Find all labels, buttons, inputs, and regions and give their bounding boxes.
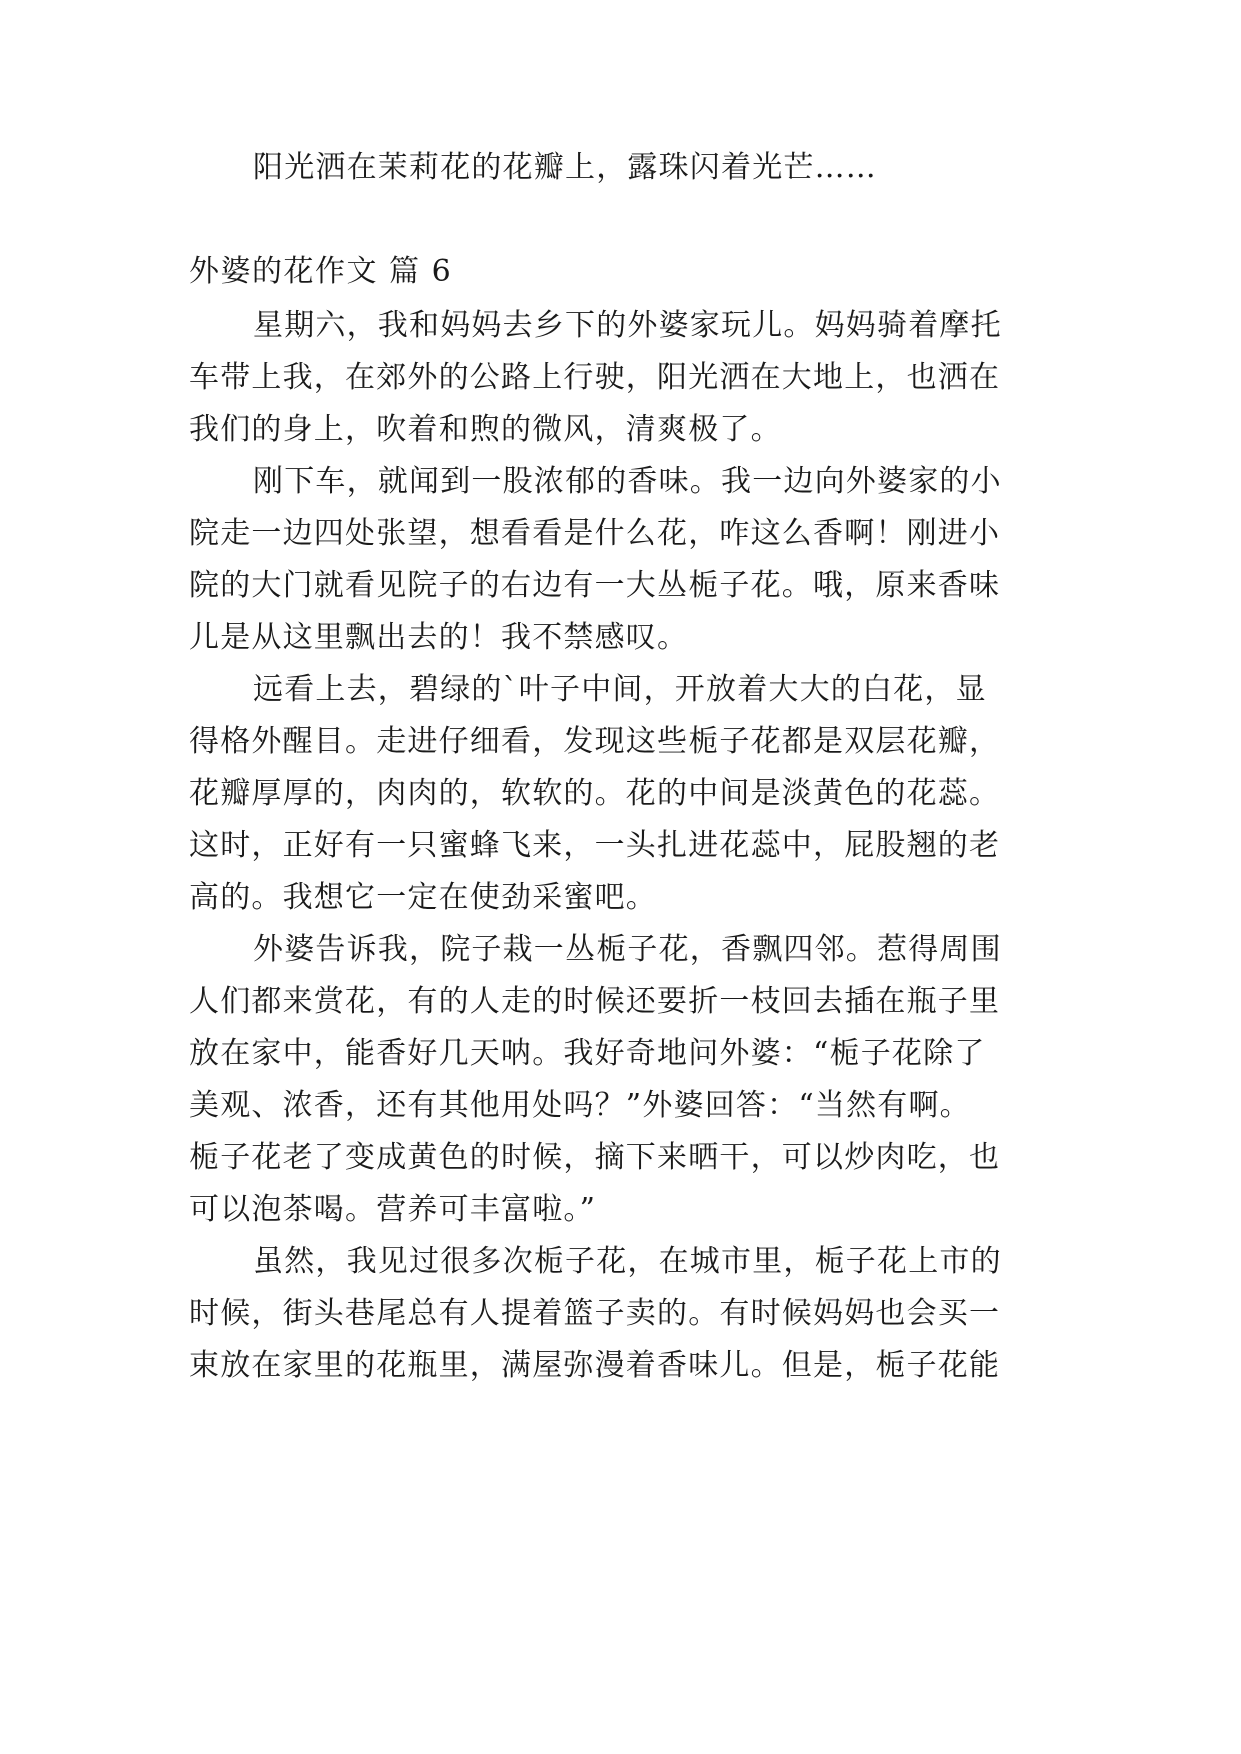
paragraph-3-line-1: 远看上去，碧绿的`叶子中间，开放着大大的白花，显 xyxy=(253,672,987,707)
paragraph-4-line-5: 栀子花老了变成黄色的时候，摘下来晒干，可以炒肉吃，也 xyxy=(189,1140,1001,1175)
paragraph-2-line-2: 院走一边四处张望，想看看是什么花，咋这么香啊！刚进小 xyxy=(189,516,1001,551)
paragraph-2-line-1: 刚下车，就闻到一股浓郁的香味。我一边向外婆家的小 xyxy=(253,464,1002,499)
paragraph-3-line-2: 得格外醒目。走进仔细看，发现这些栀子花都是双层花瓣， xyxy=(189,724,1001,759)
intro-line: 阳光洒在茉莉花的花瓣上，露珠闪着光芒…… xyxy=(253,150,877,185)
paragraph-5-line-1: 虽然，我见过很多次栀子花，在城市里，栀子花上市的 xyxy=(253,1244,1002,1279)
paragraph-4-line-6: 可以泡茶喝。营养可丰富啦。” xyxy=(189,1192,597,1227)
paragraph-3-line-4: 这时，正好有一只蜜蜂飞来，一头扎进花蕊中，屁股翘的老 xyxy=(189,828,1001,863)
paragraph-1-line-1: 星期六，我和妈妈去乡下的外婆家玩儿。妈妈骑着摩托 xyxy=(253,308,1002,343)
paragraph-4-line-2: 人们都来赏花，有的人走的时候还要折一枝回去插在瓶子里 xyxy=(189,984,1001,1019)
paragraph-1-line-3: 我们的身上，吹着和煦的微风，清爽极了。 xyxy=(189,412,782,447)
paragraph-4-line-3: 放在家中，能香好几天呐。我好奇地问外婆：“栀子花除了 xyxy=(189,1036,986,1071)
paragraph-3-line-3: 花瓣厚厚的，肉肉的，软软的。花的中间是淡黄色的花蕊。 xyxy=(189,776,1001,811)
paragraph-4-line-4: 美观、浓香，还有其他用处吗？”外婆回答：“当然有啊。 xyxy=(189,1088,971,1123)
paragraph-4-line-1: 外婆告诉我，院子栽一丛栀子花，香飘四邻。惹得周围 xyxy=(253,932,1002,967)
paragraph-3-line-5: 高的。我想它一定在使劲采蜜吧。 xyxy=(189,880,657,915)
section-title: 外婆的花作文 篇 6 xyxy=(189,254,453,289)
paragraph-5-line-2: 时候，街头巷尾总有人提着篮子卖的。有时候妈妈也会买一 xyxy=(189,1296,1001,1331)
paragraph-1-line-2: 车带上我，在郊外的公路上行驶，阳光洒在大地上，也洒在 xyxy=(189,360,1001,395)
paragraph-2-line-3: 院的大门就看见院子的右边有一大丛栀子花。哦，原来香味 xyxy=(189,568,1001,603)
paragraph-5-line-3: 束放在家里的花瓶里，满屋弥漫着香味儿。但是，栀子花能 xyxy=(189,1348,1001,1383)
paragraph-2-line-4: 儿是从这里飘出去的！我不禁感叹。 xyxy=(189,620,689,655)
